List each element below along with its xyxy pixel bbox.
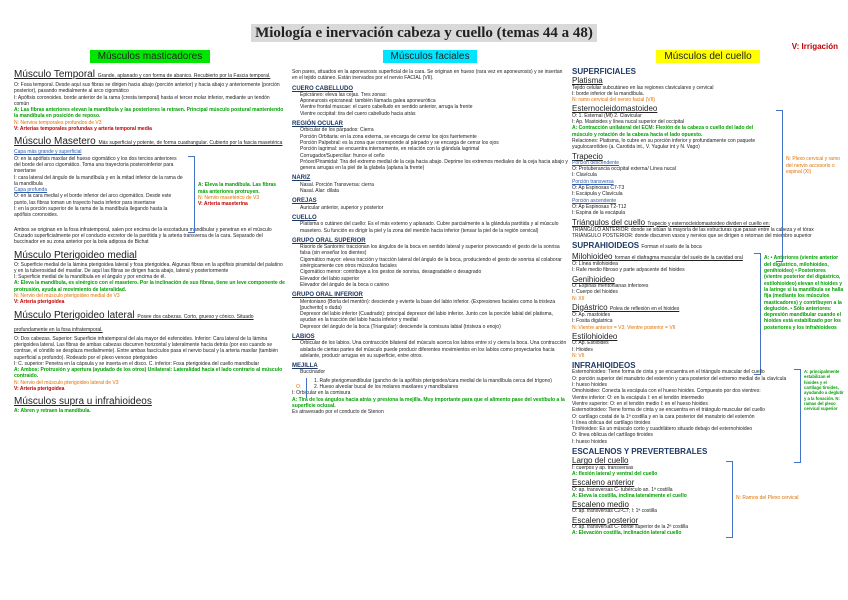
facial-section-item: • Vientre occipital: tira del cuero cabelludo hacia atrás <box>300 111 568 117</box>
ecm-title: Esternocleidomastoideo <box>572 104 658 114</box>
masetero-origin1: O: en la apófisis maxilar del hueso cigomático y los dos tercios anteriores del borde del arco cigomático. Toma una trayectoria posteroinferior para insertarse <box>14 155 177 175</box>
pterigoideo-medial-title: Músculo Pterigoideo medial <box>14 249 137 261</box>
facial-section-item: • Vientre frontal muscae: el cuero cabelludo en sentido anterior, arruga la frente <box>300 104 568 110</box>
platisma-origin: Tejido celular subcutáneo en las regiones claviculares y cervical <box>572 84 714 91</box>
trapecio-p1-insertion: I: Clavícula <box>572 172 597 179</box>
header-faciales: Músculos faciales <box>292 50 568 63</box>
facial-section-item: • Elevador del labio superior <box>300 276 568 282</box>
column-cuello <box>572 50 844 598</box>
header-masticadores: Músculos masticadores <box>14 50 286 63</box>
facial-section-item: • Auricular anterior, superior y posterior <box>300 205 568 211</box>
buccinador-insertion: I: Orbicular en la comisura <box>292 390 351 397</box>
platisma-insertion: I: borde inferior de la mandíbula. <box>572 90 644 97</box>
temporal-action: A: Las fibras anteriores elevan la mandíbula y las posteriores la retraen. Principal músculo postural manteniendo la mandíbula en posición de reposo. <box>14 107 284 120</box>
facial-section-item: • Orbicular de los párpados: Cierra <box>300 127 568 133</box>
masetero-insertion1: I: cara lateral del ángulo de la mandíbula y en la mitad inferior de la rama de la mandíbula <box>14 174 183 187</box>
trapecio-p1: Porción descendente <box>572 159 619 166</box>
trapecio-p3: Porción ascendente <box>572 197 617 204</box>
ant-l1: O: ap. transversas C- tubérculo an. 1ª costilla <box>572 486 673 493</box>
suprahioideos-neck-title: SUPRAHIOIDEOS Forman el suelo de la boca <box>572 241 702 251</box>
facial-section-title: LABIOS <box>292 333 315 340</box>
milohioideo-insertion: I: Rafe medio fibroso y parte adyacente del hioides <box>572 267 685 274</box>
ant-l2: A: Eleva la costilla, inclina lateralmente el cuello <box>572 492 687 499</box>
digastrico-title: Digástrico Polea de reflexión en el hioides <box>572 302 680 312</box>
temporal-insertion: I: Apófisis coronoides. borde anterior de la rama (cresta temporal) hasta el tercer molar inferior, mediante un tendón común <box>14 94 270 107</box>
ptm-nerve: N: Nervio del músculo pterigoideo medial de V3 <box>14 293 120 300</box>
temporal-irrigation: V: Arterias temporales profundas y arteria temporal media <box>14 126 152 133</box>
suprahioideos-bracket <box>754 253 761 375</box>
escaleno-anterior-title: Escaleno anterior <box>572 478 635 488</box>
page-title: Miología e inervación cabeza y cuello (temas 44 a 48) <box>0 24 848 42</box>
infra-l4: Omohioideo: Conecta la escápula con el hueso hioides. Compuesto por dos vientres: <box>572 388 761 395</box>
facial-section-list <box>292 244 568 288</box>
suprahioideos-action: A: Abren y retraen la mandíbula. <box>14 408 91 415</box>
facial-section-item: • Nasal. Alar: dilata <box>300 188 568 194</box>
estilohioideo-title: Estilohioideo <box>572 331 618 341</box>
infra-l6: Vientre superior: O: en el tendón medio I: en el hueso hioides <box>572 400 708 407</box>
post-l1: O: ap. transversas C- borde superior de la 2ª costilla <box>572 524 689 530</box>
facial-section-item: • Corrugador/Superciliar: frunce el ceño <box>300 153 568 159</box>
header-cuello: Músculos del cuello <box>572 50 844 63</box>
digastrico-nerve: N: Vientre anterior = V3; Vientre posterior = VII <box>572 324 676 331</box>
infrahioideos-side: A: principalmente estabilizan el hioides y el cartílago tiroides, ayudando a deglutir y a la fonación. N: ramas del plexo cervical superior <box>804 369 844 412</box>
milohioideo-origin: O: Línea milohioidea <box>572 261 618 268</box>
ptm-origin: O: Superficie medial de la lámina pterigoidea lateral y fosa pterigoidea. Algunas fibras en la apófisis piramidal del palatino y en la tuberosidad del maxilar. De aquí las fibras se dirigen hacia abajo, lateral y posteriormente <box>14 261 283 274</box>
facial-section-title: GRUPO ORAL INFERIOR <box>292 292 363 299</box>
escalenos-title: ESCALENOS Y PREVERTEBRALES <box>572 447 708 457</box>
masetero-action: A: Eleva la mandíbula. Las fibras más anteriores protruyen. <box>198 182 277 195</box>
trapecio-title: Trapecio <box>572 151 603 161</box>
ptm-insertion: I: Superficie medial de la mandíbula en el ángulo y por encima de él. <box>14 274 166 281</box>
milohioideo-title: Milohioideo forman el diafragma muscular del suelo de la cavidad oral <box>572 251 743 261</box>
temporal-block <box>14 69 286 132</box>
ptl-nerve: N: Nervio del músculo pterigoideo lateral de V3 <box>14 379 119 386</box>
facial-section-item: • Mentoniano (Borla del mentón): desciende y evierte la base del labio inferior. (Expresiones faciales como la tristeza [pucherito] o duda) <box>300 299 568 312</box>
trapecio-p2-insertion: I: Escápula y Clavícula <box>572 191 623 198</box>
buccinador-o-label: O: <box>296 383 302 390</box>
masetero-capa2: Capa profunda <box>14 187 48 194</box>
facial-section-item: • Elevador del ángulo de la boca o canino <box>300 282 568 288</box>
post-l2: A: Elevación costilla, inclinación lateral cuello <box>572 530 682 537</box>
facial-section-item: • Porción Palpebral: es la zona que corresponde al párpado y se encarga de cerrar los ojos <box>300 140 568 146</box>
facial-section-title: CUERO CABELLUDO <box>292 85 353 92</box>
temporal-title: Músculo Temporal Grande, aplanado y con forma de abanico. Recubierto por la Fascia temporal. <box>14 69 271 80</box>
ecm-origin: O: 1. Esternal (Mf) 2. Clavicular <box>572 112 642 119</box>
triangulo-posterior: TRIÁNGULO POSTERIOR: donde discurren vasos y nervios que se dirigen o retornan del miembro superior <box>572 233 812 240</box>
column-faciales <box>292 50 568 598</box>
genihioideo-insertion: I: Cuerpo del hioides <box>572 289 618 296</box>
largo-l2: A: flexión lateral y ventral del cuello <box>572 470 658 477</box>
facial-section-list <box>292 205 568 211</box>
ptm-action: A: Eleva la mandíbula, es sinérgico con el masetero. Por la inclinación de sus fibras, tiene un leve componente de protrusión, ayuda al movimiento de lateralidad. <box>14 280 285 293</box>
facial-section-title: MEJILLA <box>292 363 318 370</box>
masetero-irrigation: V: Arteria maseterina <box>198 201 248 208</box>
trapecio-p3-origin: O: Ap Espinosas T2-T12 <box>572 203 627 210</box>
triangulo-anterior: TRIÁNGULO ANTERIOR: donde se sitúan la mayoría de las estructuras que pasan entre la cabeza y el tórax <box>572 226 814 233</box>
masetero-capa1: Capa más grande y superficial <box>14 149 82 156</box>
facial-section-title: OREJAS <box>292 198 317 205</box>
pterigoideo-lateral-block <box>14 310 286 393</box>
buccinador-bracket <box>306 378 307 398</box>
facial-section-list <box>292 221 568 234</box>
masetero-bracket <box>188 156 195 233</box>
suprahioideos-side: A: • Anteriores (vientre anterior del digástrico, milohioideo, genihioideo) • Posteriores (vientre posterior del digástrico, estilohioideo) elevan el hioides y la laringe si la mandíbula se halla fija (mediante los músculos masticadores) y contribuyen a la deglución. • Sólo anteriores: depresión mandibular cuando el hioides está estabilizado por los posteriores y los infrahioideos <box>764 255 844 331</box>
column-masticadores <box>14 50 286 598</box>
ecm-relations: Relaciones: Platisma, lo cubre en su porción inferior y profundamente con paquete yugulocarotídeo (a. Carotida int., V. Yugular int y N. Vago) <box>572 137 756 151</box>
pterigoideo-lateral-title: Músculo Pterigoideo lateral Posee dos cabezas. Corto, grueso y cónico. Situado profundamente en la fosa infratemporal. <box>14 309 254 333</box>
ecm-insertion: I: Ap. Mastoides y línea nucal superior del occipital <box>572 119 685 126</box>
infra-l8: O: cartílago costal de la 1ª costilla y en la cara posterior del manubrio del esternón <box>572 413 755 420</box>
irrigation-legend: V: Irrigación <box>791 42 838 51</box>
largo-cuello-title: Largo del cuello <box>572 456 629 466</box>
temporal-nerve: N: Nervios temporales profundos de V3 <box>14 119 102 126</box>
infrahioideos-title: INFRAHIOIDEOS <box>572 361 636 371</box>
genihioideo-nerve: N: XII <box>572 295 585 302</box>
facial-section-item: • Porción Orbitaria: en la zona externa, se encarga de cerrar los ojos fuertemente <box>300 134 568 140</box>
ecm-side-nerve: N: Plexo cervical y ramo del nervio accesorio o espinal (XI) <box>786 156 840 176</box>
facial-section-item: • Nasal. Porción Transversa: cierra <box>300 182 568 188</box>
masetero-origin2: O: en la cara medial y el borde inferior del arco cigomático. Desde este punto, las fibras toman un trayecto hacia inferior para insertarse <box>14 193 172 206</box>
facial-section-list <box>292 299 568 330</box>
infra-l1: Esternohioideo: Tiene forma de cinta y se encuentra en el triángulo muscular del cuello <box>572 369 765 376</box>
facial-section-item: • Cigomático mayor: eleva tracción y tracción lateral del ángulo de la boca, produciendo el gesto de sonrisa al colaborar sinérgicamente con otros músculos faciales <box>300 257 568 270</box>
infrahioideos-block <box>572 363 844 445</box>
faciales-intro: Son pares, situados en la aponeurosis superficial de la cara. Se originan en hueso (rara vez en aponeurosis) y se insertan en el tejido cutáneo. Están inervados por el nervio FACIAL (VII). <box>292 69 563 82</box>
facial-section-item: • Risorio de Santorini: traccionan los ángulos de la boca en sentido lateral y superior provocando el gesto de la sonrisa falsa (sin enseñar los dientes) <box>300 244 568 257</box>
medio-l1: O: ap. transversas C2-C7; I: 1ª costilla <box>572 508 657 515</box>
digastrico-insertion: I: Fosita digástrica <box>572 318 613 325</box>
facial-section-item: • Platisma o cutáneo del cuello: Es el más externo y aplanado. Cubre parcialmente a la glándula parótida y al músculo masetero. Su función es dirigir la piel y la zona del mentón hacia inferior (tensar la piel de la región cervical) <box>300 221 568 234</box>
masetero-insertion2: I: en la porción superior de la rama de la mandíbula llegando hasta la apófisis coronoides. <box>14 206 168 219</box>
trapecio-p1-origin: O: Protuberancia occipital externa/ Línea nucal <box>572 166 676 173</box>
facial-section-list <box>292 369 568 375</box>
facial-section-item: • Orbicular de los labios. Una contracción bilateral del músculo acerca los labios entre sí y cierra la boca. Una contracción aislada de ciertas partes del músculo puede producir diferentes movimientos en los labios como proyectarlos hacia adelante, producir arrugas en su superficie, entre otros. <box>300 340 568 359</box>
facial-section-list <box>292 127 568 171</box>
escaleno-posterior-title: Escaleno posterior <box>572 515 639 525</box>
facial-section-title: NARIZ <box>292 175 311 182</box>
facial-section-list <box>292 182 568 195</box>
temporal-origin: O: Fosa temporal. Desde aquí sus fibras se dirigen hacia abajo (porción anterior) y hacia abajo y anteriormente (porción posterior), pasando medialmente al arco cigomático <box>14 82 280 95</box>
ptl-origin: O: Dos cabezas. Superior: Superficie infratemporal del ala mayor del esfenoides. Inferior: Cara lateral de la lámina pterigoidea lateral. Las fibras de ambas cabezas discurren horizontal y lateralmente hacia detrás (por eso cuando se contrae, el cóndilo se desplaza medialmente). Entre ambas fascículos pasa el nervio bucal y la arteria maxilar (también superficial a profundo). Rodeado por el plexo venoso pterigoideo <box>14 335 279 361</box>
facial-section-item: • Cigomático menor: contribuye a los gestos de sonrisa, desagradable o desagrado <box>300 269 568 275</box>
facial-section-list <box>292 340 568 359</box>
facial-section-item: • Porción lagrimal: se encuentra internamente, en relación con la glándula lagrimal <box>300 146 568 152</box>
infra-l9: I: línea oblicua del cartílago tiroides <box>572 419 651 426</box>
facial-section-item: • Aponeurosis epicraneal: también llamada galea aponeurótica <box>300 98 568 104</box>
genihioideo-origin: O: Espinas mentonianas inferiores <box>572 282 649 289</box>
trapecio-p2: Porción transversa <box>572 178 614 185</box>
masetero-block <box>14 136 286 245</box>
ecm-bracket <box>776 110 783 262</box>
masetero-nerve: N: Nervio masetérico de V3 <box>198 194 260 201</box>
trapecio-p2-origin: O: Ap Espinosas C7-T3 <box>572 185 625 192</box>
infra-l10: Tirohioideo: Es un músculo corto y cuadrilátero situado debajo del esternohioideo <box>572 426 753 433</box>
facial-section-title: GRUPO ORAL SUPERIOR <box>292 237 366 244</box>
ptl-action: A: Ambos: Protrusión y apertura (ayudado de los otros) Unilateral: Lateralidad hacia el lado contrario al músculo contraído. <box>14 367 283 380</box>
estilohioideo-nerve: N: VII <box>572 352 585 359</box>
escalenos-block <box>572 449 844 537</box>
buccinador-note: Es atravesado por el conducto de Stenon <box>292 409 384 416</box>
infra-l7: Esternotiroideo: Tiene forma de cinta y se encuentra en el triángulo muscular del cuello <box>572 407 765 414</box>
genihioideo-title: Genihioideo <box>572 274 615 284</box>
infra-l5: Vientre inferior: O: en la escápula I: en el tendón intermedio <box>572 394 704 401</box>
pterigoideo-medial-block <box>14 250 286 306</box>
suprahioideos-neck-block <box>572 243 844 359</box>
facial-section-item: • Depresor del ángulo de la boca (Triangular): desciende la comisura labial (tristeza o enojo) <box>300 324 568 330</box>
escaleno-medio-title: Escaleno medio <box>572 500 629 510</box>
facial-section-item: • Buccinador <box>300 369 568 375</box>
facial-section-item: • Epicráneo: eleva las cejas. Tres zonas: <box>300 92 568 98</box>
masetero-note: Ambos se originan en la fosa infratemporal, salen por encima de la escotadura mandibular y penetran en el músculo Cruzado superficialmente por el conducto excretor de la parótida y la arteria transversa de la cara. Separado del buccinador en su zona anterior por la bola adiposa de Bichat <box>14 226 272 246</box>
buccinador-block <box>292 378 568 416</box>
largo-l1: I: cuerpos y ap. transversas <box>572 464 634 471</box>
suprahioideos-block <box>14 396 286 414</box>
ptl-insertion: I: C. superior: Penetra en la cápsula y se inserta en el disco. C. inferior: Fosa pterigoidea del cuello mandibular <box>14 360 260 367</box>
infra-l11: O: línea oblicua del cartílago tiroides <box>572 432 653 439</box>
facial-section-item: • Prócer/Piramidal: Tira del extremo medial de la ceja hacia abajo. Deprime los extremos mediales de la ceja hacia abajo y genera arrugas en la piel de la glabela (aplana la frente) <box>300 159 568 172</box>
platisma-title: Platisma <box>572 76 603 86</box>
facial-section-item: • Depresor del labio inferior (Cuadrado): principal depresor del labio inferior. Junto con la porción labial del platisma, ayudan en la tracción del labio hacia inferior y medial <box>300 311 568 324</box>
estilohioideo-insertion: I: Hioides <box>572 346 593 353</box>
facial-section-title: CUELLO <box>292 214 317 221</box>
buccinador-origin1: 1. Rafe pterigomandibular (gancho de la apófisis pterigoides/cara medial de la mandíbula cerca del trígono) <box>314 377 552 384</box>
superficiales-title: SUPERFICIALES <box>572 67 637 76</box>
ptl-irrigation: V: Arteria pterigoidea <box>14 385 65 392</box>
triangulos-title: Triángulos del cuello Trapecio y esternocleidomastoideo dividen el cuello en: <box>572 217 770 227</box>
ecm-action: A: Contracción unilateral del ECM: Flexión de la cabeza o cuello del lado del músculo y rotación de la cabeza hacia el lado opuesto. <box>572 125 754 138</box>
platisma-nerve: N: ramo cervical del nervio facial (VII) <box>572 97 656 104</box>
buccinador-origin2: 2. Hueso alveolar bucal de los molares maxilares y mandibulares <box>314 384 459 391</box>
trapecio-p3-insertion: I: Espina de la escápula <box>572 210 626 217</box>
infra-l12: I: hueso hioides <box>572 438 608 445</box>
estilohioideo-origin: O: Ap. Estiloides <box>572 340 609 347</box>
escalenos-side-nerve: N: Ramos del Plexo cervical <box>736 495 799 502</box>
infra-l2: O: porción superior del manubrio del esternón y cara posterior del extremo medial de la clavícula <box>572 375 787 382</box>
infra-l3: I: hueso hioides <box>572 382 608 389</box>
masetero-title: Músculo Masetero Más superficial y potente, de forma cuadrangular. Cubierto por la fascia masetérica <box>14 136 283 148</box>
ecm-block <box>572 106 844 216</box>
masetero-side <box>198 182 286 207</box>
facial-section-list <box>292 92 568 117</box>
escalenos-bracket <box>726 461 733 538</box>
digastrico-origin: O: Ap. mastoides <box>572 312 611 319</box>
facial-section-title: REGIÓN OCULAR <box>292 121 343 128</box>
buccinador-action: A: Tira de los ángulos hacia atrás y presiona la mejilla. Muy importante para que el alimento pase del vestíbulo a la superficie oclusal. <box>292 396 565 409</box>
suprahioideos-title: Músculos supra u infrahioideos <box>14 396 152 408</box>
ptm-irrigation: V: Arteria pterigoidea <box>14 299 65 306</box>
